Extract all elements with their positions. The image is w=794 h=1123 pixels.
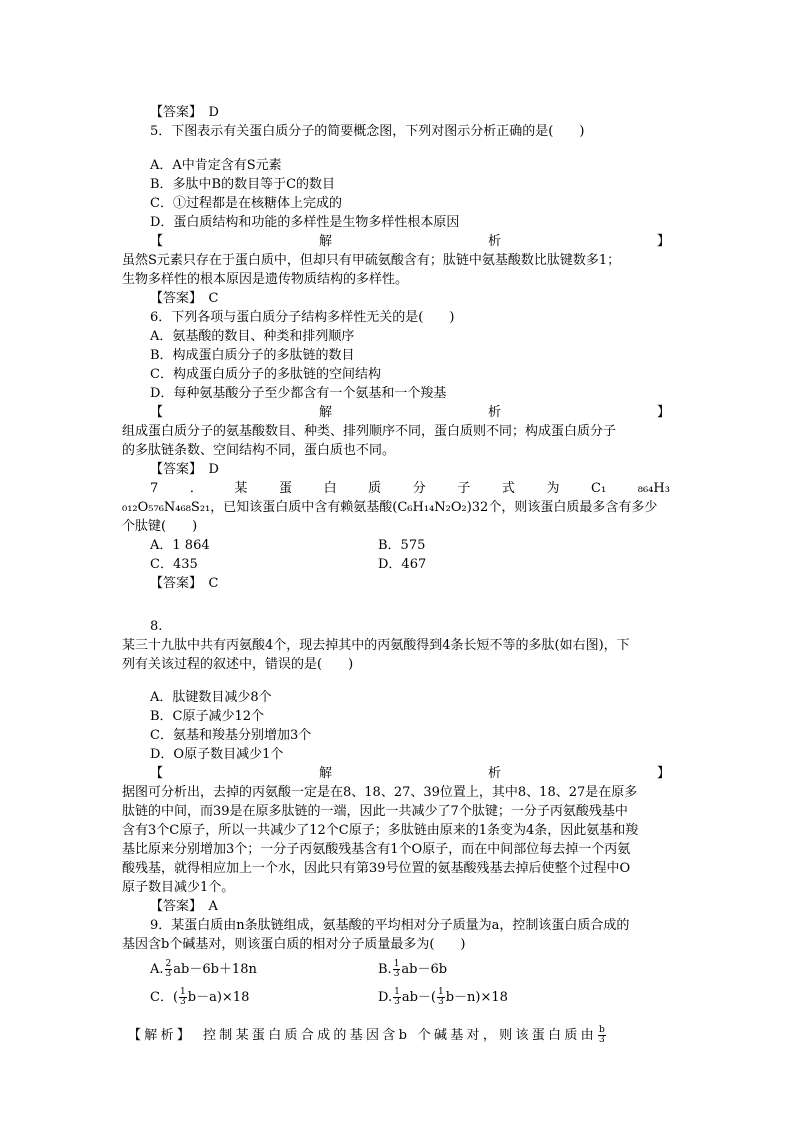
q9-analysis: 【解析】 控制某蛋白质合成的基因含b 个碱基对，则该蛋白质由 $\frac{b}{3}$ bbox=[128, 1025, 605, 1045]
q6-analysis-label: 【 解 析 】 bbox=[150, 405, 670, 420]
q7-stem-line3: 个肽键( ) bbox=[122, 519, 198, 534]
q9-option-b: B. $\frac{1}{3}$ ab－6b bbox=[378, 959, 448, 979]
q5-stem: 5．下图表示有关蛋白质分子的简要概念图，下列对图示分析正确的是( ) bbox=[150, 124, 585, 139]
q8-option-d: D．O原子数目减少1个 bbox=[150, 747, 284, 762]
q6-analysis-line2: 的多肽链条数、空间结构不同，蛋白质也不同。 bbox=[122, 443, 396, 458]
q5-analysis-line2: 生物多样性的根本原因是遗传物质结构的多样性。 bbox=[122, 272, 409, 287]
q6-answer: 【答案】 D bbox=[150, 462, 219, 477]
q5-option-d: D．蛋白质结构和功能的多样性是生物多样性根本原因 bbox=[150, 215, 460, 230]
q6-option-a: A．氨基酸的数目、种类和排列顺序 bbox=[150, 329, 355, 344]
q6-stem: 6．下列各项与蛋白质分子结构多样性无关的是( ) bbox=[150, 310, 455, 325]
q8-option-c: C．氨基和羧基分别增加3个 bbox=[150, 728, 312, 743]
q8-answer: 【答案】 A bbox=[150, 899, 218, 914]
q9-option-a: A. $\frac{2}{3}$ ab－6b＋18n bbox=[150, 959, 257, 979]
q6-option-c: C．构成蛋白质分子的多肽链的空间结构 bbox=[150, 367, 381, 382]
q7-option-c: C．435 bbox=[150, 557, 198, 572]
q8-analysis-line4: 基比原来分别增加3个；一分子丙氨酸残基含有1个O原子，而在中间部位每去掉一个丙氨 bbox=[122, 842, 631, 857]
q8-analysis-line3: 含有3个C原子，所以一共减少了12个C原子；多肽链由原来的1条变为4条，因此氨基和羧 bbox=[122, 823, 639, 838]
q7-option-a: A．1 864 bbox=[150, 538, 210, 553]
q8-number: 8. bbox=[150, 619, 163, 634]
q9-stem-line2: 基因含b个碱基对，则该蛋白质的相对分子质量最多为( ) bbox=[122, 937, 466, 952]
q7-stem-line1: 7 ． 某 蛋 白 质 分 子 式 为 C₁ ₈₆₄H₃ bbox=[150, 481, 670, 496]
q5-analysis-line1: 虽然S元素只存在于蛋白质中，但却只有甲硫氨酸含有；肽链中氨基酸数比肽键数多1； bbox=[122, 253, 621, 268]
q8-option-b: B．C原子减少12个 bbox=[150, 709, 265, 724]
q7-option-d: D．467 bbox=[378, 557, 427, 572]
q8-analysis-line1: 据图可分析出，去掉的丙氨酸一定是在8、18、27、39位置上，其中8、18、27是在原多 bbox=[122, 785, 638, 800]
q8-analysis-line2: 肽链的中间，而39是在原多肽链的一端，因此一共减少了7个肽键；一分子丙氨酸残基中 bbox=[122, 804, 628, 819]
q5-option-a: A．A中肯定含有S元素 bbox=[150, 158, 282, 173]
q6-option-d: D．每种氨基酸分子至少都含有一个氨基和一个羧基 bbox=[150, 386, 447, 401]
q8-option-a: A．肽键数目减少8个 bbox=[150, 690, 272, 705]
q8-analysis-line5: 酸残基，就得相应加上一个水，因此只有第39号位置的氨基酸残基去掉后使整个过程中O bbox=[122, 861, 631, 876]
q7-answer: 【答案】 C bbox=[150, 576, 219, 591]
q8-stem-line1: 某三十九肽中共有丙氨酸4个，现去掉其中的丙氨酸得到4条长短不等的多肽(如右图)，下 bbox=[122, 638, 630, 653]
q5-analysis-label: 【 解 析 】 bbox=[150, 234, 670, 249]
q5-option-c: C．①过程都是在核糖体上完成的 bbox=[150, 196, 342, 211]
q9-option-d: D. $\frac{1}{3}$ ab－( $\frac{1}{3}$ b－n)×18 bbox=[378, 987, 508, 1007]
q9-stem-line1: 9．某蛋白质由n条肽链组成，氨基酸的平均相对分子质量为a，控制该蛋白质合成的 bbox=[150, 918, 630, 933]
q4-answer: 【答案】 D bbox=[150, 105, 219, 120]
q6-option-b: B．构成蛋白质分子的多肽链的数目 bbox=[150, 348, 355, 363]
q8-analysis-line6: 原子数目减少1个。 bbox=[122, 880, 235, 895]
q8-stem-line2: 列有关该过程的叙述中，错误的是( ) bbox=[122, 657, 354, 672]
q6-analysis-line1: 组成蛋白质分子的氨基酸数目、种类、排列顺序不同，蛋白质则不同；构成蛋白质分子 bbox=[122, 424, 617, 439]
q9-option-c: C．( $\frac{1}{3}$ b－a)×18 bbox=[150, 987, 250, 1007]
q8-analysis-label: 【 解 析 】 bbox=[150, 766, 670, 781]
q7-option-b: B．575 bbox=[378, 538, 426, 553]
q7-stem-line2: ₀₁₂O₅₇₆N₄₆₈S₂₁，已知该蛋白质中含有赖氨基酸(C₆H₁₄N₂O₂)32个，则该蛋白质最多含有多少 bbox=[122, 500, 658, 515]
q5-answer: 【答案】 C bbox=[150, 291, 219, 306]
q5-option-b: B．多肽中B的数目等于C的数目 bbox=[150, 177, 336, 192]
